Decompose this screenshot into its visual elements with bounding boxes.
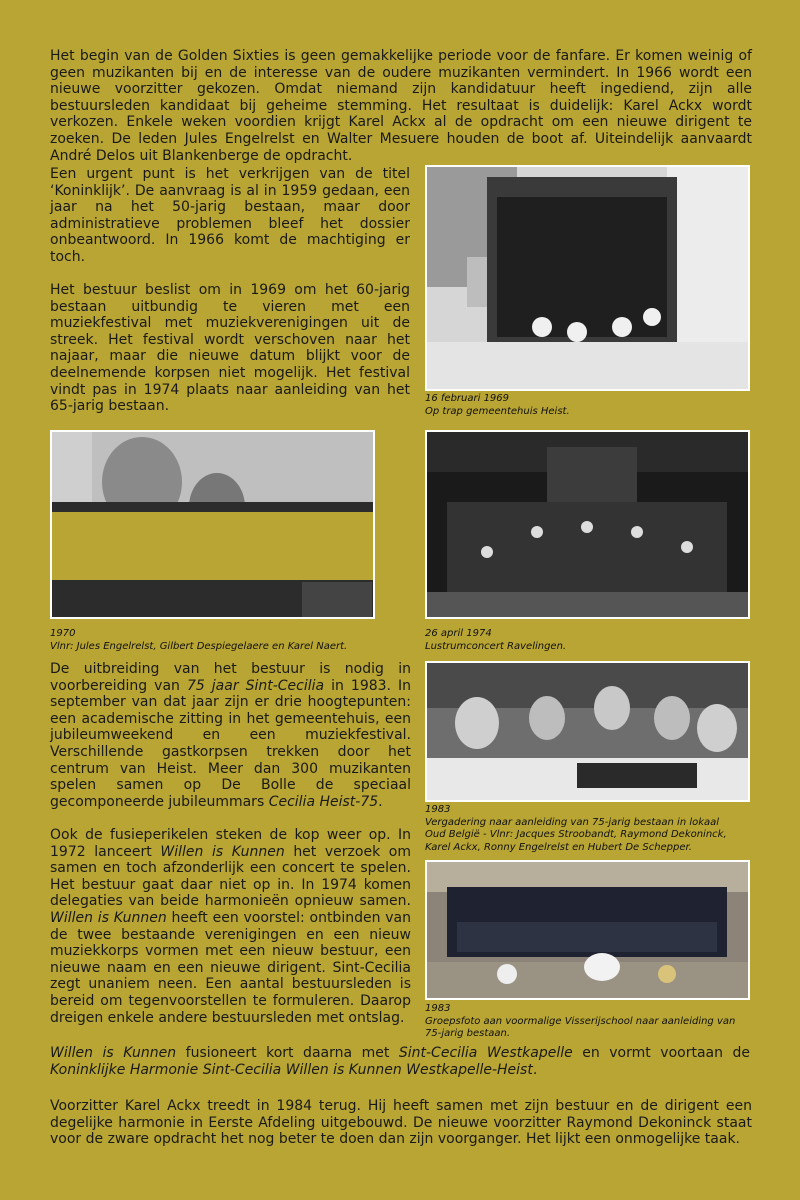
caption-photo-3: 26 april 1974 Lustrumconcert Ravelingen. — [425, 628, 567, 652]
uitbreiding-paragraph: De uitbreiding van het bestuur is nodig in voorbereiding van 75 jaar Sint-Cecilia in 1983. In september van dat jaar zijn er drie hoogtepunten: een academische zitting in het gemeentehuis, een jubileumweekend en een muziekfestival. Verschillende gastkorpsen trekken door het centrum van Heist. Meer dan 300 muzikanten spelen samen op De Bolle de speciaal gecomponeerde jubileummars Cecilia Heist-75. — [50, 661, 412, 810]
photo-meeting-image — [427, 663, 748, 800]
koninklijk-paragraph: Een urgent punt is het verkrijgen van de titel ‘Koninklijk’. De aanvraag is al in 1959 gedaan, een jaar na het 50-jarig bestaan, maar door administratieve problemen bleef het dossier onbeantwoord. In 1966 komt de machtiging er toch. — [50, 166, 410, 265]
photo-group-stairs-image — [427, 167, 748, 389]
photo-group-visserijschool-1983 — [425, 860, 750, 1000]
photo-group-stairs-1969 — [425, 165, 750, 391]
fusie-paragraph-column: Ook de fusieperikelen steken de kop weer op. In 1972 lanceert Willen is Kunnen het verzoek om samen en toch afzonderlijk een concert te spelen. Het bestuur gaat daar niet op in. In 1974 komen delegaties van beide harmonieën opnieuw samen. Willen is Kunnen heeft een voorstel: ontbinden van de twee bestaande verenigingen en een nieuw muziekkorps vormen met een nieuw bestuur, een nieuwe naam en een nieuwe dirigent. Sint-Cecilia zegt unaniem neen. Een aantal bestuursleden is bereid om tegenvoorstellen te formuleren. Daarop dreigen enkele andere bestuursleden met ontslag. — [50, 827, 411, 1026]
caption-photo-4: 1983 Vergadering naar aanleiding van 75-jarig bestaan in lokaal Oud België - Vlnr: Jacques Stroobandt, Raymond Dekoninck, Karel Ackx, Ronny Engelrelst en Hubert De Schepper. — [425, 804, 727, 853]
photo-lustrum-concert-1974 — [425, 430, 750, 619]
festival-paragraph: Het bestuur beslist om in 1969 om het 60-jarig bestaan uitbundig te vieren met een muziekfestival met muziekverenigingen uit de streek. Het festival wordt verschoven naar het najaar, maar die nieuwe datum blijkt voor de deelnemende korpsen niet mogelijk. Het festival vindt pas in 1974 plaats naar aanleiding van het 65-jarig bestaan. — [50, 282, 410, 415]
fusie-paragraph-tail: Willen is Kunnen fusioneert kort daarna met Sint-Cecilia Westkapelle en vormt voortaan de Koninklijke Harmonie Sint-Cecilia Willen is Kunnen Westkapelle-Heist. — [50, 1045, 751, 1078]
photo-three-men-1970 — [50, 430, 375, 619]
photo-three-men-image — [52, 432, 373, 617]
photo-group-color-image — [427, 862, 748, 998]
caption-photo-2: 1970 Vlnr: Jules Engelrelst, Gilbert Despiegelaere en Karel Naert. — [50, 628, 348, 652]
intro-paragraph: Het begin van de Golden Sixties is geen gemakkelijke periode voor de fanfare. Er komen weinig of geen muzikanten bij en de interesse van de oudere muzikanten vermindert. In 1966 wordt een nieuwe voorzitter gekozen. Omdat niemand zijn kandidatuur heeft ingediend, zijn alle bestuursleden kandidaat bij geheime stemming. Het resultaat is duidelijk: Karel Ackx wordt verkozen. Enkele weken voordien krijgt Karel Ackx al de opdracht om een nieuwe dirigent te zoeken. De leden Jules Engelrelst en Walter Mesuere houden de boot af. Uiteindelijk aanvaardt André Delos uit Blankenberge de opdracht. — [50, 48, 752, 164]
caption-photo-5: 1983 Groepsfoto aan voormalige Visserijschool naar aanleiding van 75-jarig bestaan. — [425, 1003, 736, 1039]
slot-paragraph: Voorzitter Karel Ackx treedt in 1984 terug. Hij heeft samen met zijn bestuur en de dirigent een degelijke harmonie in Eerste Afdeling uitgebouwd. De nieuwe voorzitter Raymond Dekoninck staat voor de zware opdracht het nog beter te doen dan zijn voorganger. Het lijkt een onmogelijke taak. — [50, 1098, 752, 1148]
photo-concert-image — [427, 432, 748, 617]
photo-meeting-1983 — [425, 661, 750, 802]
caption-photo-1: 16 februari 1969 Op trap gemeentehuis Heist. — [425, 393, 570, 417]
